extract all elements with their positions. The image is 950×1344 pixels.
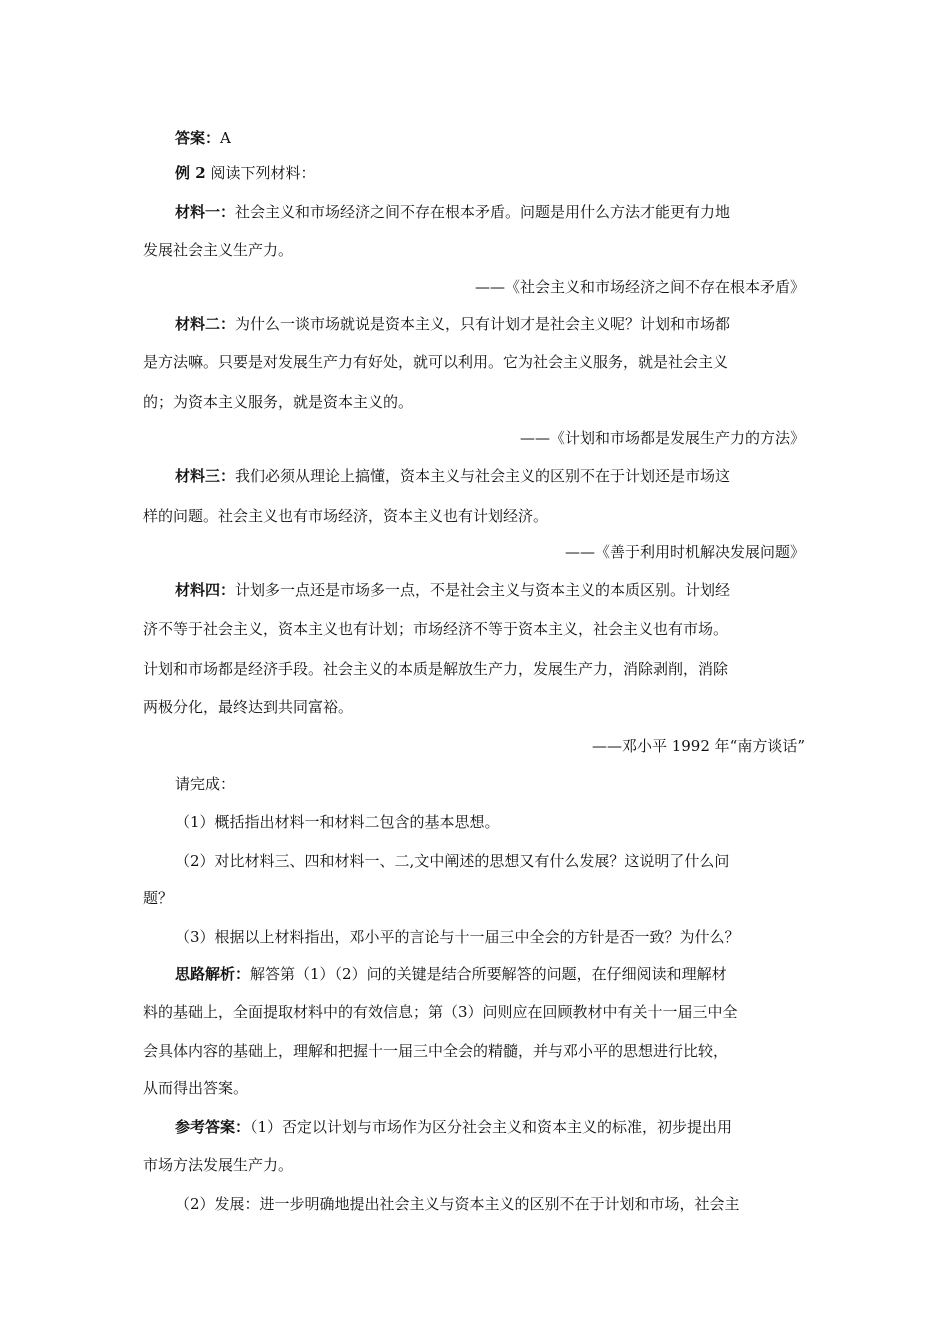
analysis-line-2: 料的基础上，全面提取材料中的有效信息；第（3）问则应在回顾教材中有关十一届三中全: [143, 1003, 738, 1021]
material-2-label: 材料二：: [175, 315, 236, 333]
material-4-line-1: [175, 580, 730, 600]
reference-line-2: 市场方法发展生产力。: [143, 1156, 294, 1174]
analysis-label: 思路解析：: [175, 965, 251, 983]
analysis-text-1: 解答第（1）（2）问的关键是结合所要解答的问题，在仔细阅读和理解材: [250, 965, 727, 983]
material-3-source: ——《善于利用时机解决发展问题》: [564, 543, 805, 561]
material-2-line-1: [175, 314, 730, 334]
answer-value: A: [220, 129, 231, 147]
material-4-line-2: 济不等于社会主义，资本主义也有计划；市场经济不等于资本主义，社会主义也有市场。: [143, 620, 729, 638]
reference-text-1: （1）否定以计划与市场作为区分社会主义和资本主义的标准，初步提出用: [250, 1118, 733, 1136]
material-1-line-2: 发展社会主义生产力。: [143, 241, 294, 259]
example-label: 例 2: [175, 164, 206, 182]
reference-line-1: [175, 1117, 732, 1137]
material-4-source: ——邓小平 1992 年“南方谈话”: [591, 737, 805, 755]
material-2-source: ——《计划和市场都是发展生产力的方法》: [519, 429, 805, 447]
question-3: （3）根据以上材料指出，邓小平的言论与十一届三中全会的方针是否一致？为什么？: [175, 928, 740, 946]
example-intro: 阅读下列材料：: [205, 164, 316, 182]
material-2-text-1: 为什么一谈市场就说是资本主义，只有计划才是社会主义呢？计划和市场都: [235, 315, 731, 333]
material-3-line-2: 样的问题。社会主义也有市场经济，资本主义也有计划经济。: [143, 507, 549, 525]
reference-line-3: （2）发展：进一步明确地提出社会主义与资本主义的区别不在于计划和市场，社会主: [175, 1195, 740, 1213]
material-1-source: ——《社会主义和市场经济之间不存在根本矛盾》: [474, 278, 805, 296]
material-2-line-2: 是方法嘛。只要是对发展生产力有好处，就可以利用。它为社会主义服务，就是社会主义: [143, 353, 729, 371]
questions-prompt: 请完成：: [175, 775, 236, 793]
material-1-text-1: 社会主义和市场经济之间不存在根本矛盾。问题是用什么方法才能更有力地: [235, 203, 731, 221]
question-2-line-1: （2）对比材料三、四和材料一、二,文中阐述的思想又有什么发展？这说明了什么问: [175, 852, 730, 870]
material-3-label: 材料三：: [175, 467, 236, 485]
material-4-text-1: 计划多一点还是市场多一点，不是社会主义与资本主义的本质区别。计划经: [235, 581, 731, 599]
example-heading: [175, 163, 315, 183]
material-4-line-3: 计划和市场都是经济手段。社会主义的本质是解放生产力，发展生产力，消除剥削，消除: [143, 660, 729, 678]
material-3-text-1: 我们必须从理论上搞懂，资本主义与社会主义的区别不在于计划还是市场这: [235, 467, 731, 485]
question-2-line-2: 题？: [143, 889, 174, 907]
material-4-line-4: 两极分化，最终达到共同富裕。: [143, 698, 354, 716]
analysis-line-1: [175, 964, 727, 984]
answer-label: 答案：: [175, 129, 221, 147]
material-3-line-1: [175, 466, 730, 486]
material-1-line-1: [175, 202, 730, 222]
material-2-line-3: 的；为资本主义服务，就是资本主义的。: [143, 393, 414, 411]
question-1: （1）概括指出材料一和材料二包含的基本思想。: [175, 813, 500, 831]
analysis-line-3: 会具体内容的基础上，理解和把握十一届三中全会的精髓，并与邓小平的思想进行比较，: [143, 1042, 729, 1060]
answer-line: [175, 128, 231, 148]
reference-label: 参考答案：: [175, 1118, 251, 1136]
material-1-label: 材料一：: [175, 203, 236, 221]
analysis-line-4: 从而得出答案。: [143, 1079, 249, 1097]
material-4-label: 材料四：: [175, 581, 236, 599]
